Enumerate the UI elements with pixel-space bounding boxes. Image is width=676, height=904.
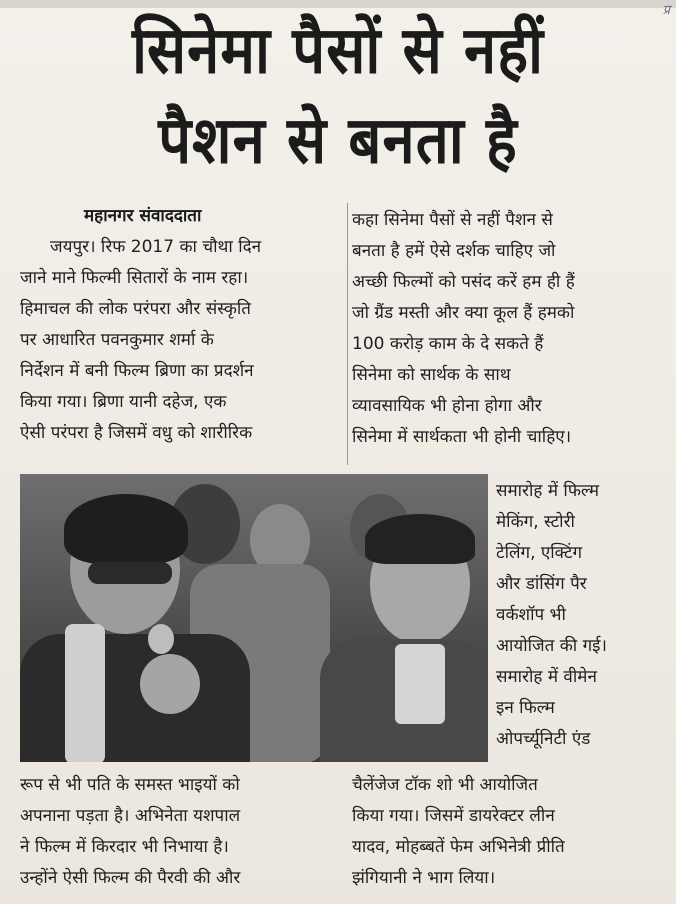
text-line: टेलिंग, एक्टिंग — [496, 543, 583, 563]
headline-line-1: सिनेमा पैसों से नहीं — [131, 11, 545, 89]
text-line: हिमाचल की लोक परंपरा और संस्कृति — [20, 299, 252, 319]
text-line: ऐसी परंपरा है जिसमें वधु को शारीरिक — [20, 423, 253, 443]
text-line: मेकिंग, स्टोरी — [496, 512, 575, 532]
left-column-top — [20, 232, 342, 449]
text-line: अपनाना पड़ता है। अभिनेता यशपाल — [20, 806, 241, 826]
text-line: निर्देशन में बनी फिल्म ब्रिणा का प्रदर्शन — [20, 361, 254, 381]
speaker-body — [20, 634, 250, 762]
text-line: रूप से भी पति के समस्त भाइयों को — [20, 775, 240, 795]
text-line: जाने माने फिल्मी सितारों के नाम रहा। — [20, 268, 249, 288]
text-line: पर आधारित पवनकुमार शर्मा के — [20, 330, 214, 350]
text-line: 100 करोड़ काम के दे सकते हैं — [352, 334, 544, 354]
speaker-hair — [64, 494, 188, 564]
text-line: यादव, मोहब्बतें फेम अभिनेत्री प्रीति — [352, 837, 565, 857]
shirt-collar — [395, 644, 445, 724]
right-column-mid — [496, 476, 670, 755]
text-line: सिनेमा में सार्थकता भी होनी चाहिए। — [352, 427, 572, 447]
text-line: समारोह में वीमेन — [496, 667, 597, 687]
text-line: किया गया। ब्रिणा यानी दहेज, एक — [20, 392, 227, 412]
text-line: बनता है हमें ऐसे दर्शक चाहिए जो — [352, 241, 556, 261]
text-line: जयपुर। रिफ 2017 का चौथा दिन — [50, 237, 262, 257]
marginal-handwritten-mark: प्र — [662, 3, 670, 18]
text-line: वर्कशॉप भी — [496, 605, 566, 625]
right-column-bottom — [352, 770, 670, 894]
text-line: ओपर्च्यूनिटी एंड — [496, 729, 591, 749]
text-line: समारोह में फिल्म — [496, 481, 600, 501]
microphone — [148, 624, 174, 654]
byline: महानगर संवाददाता — [84, 206, 202, 226]
text-line: आयोजित की गई। — [496, 636, 607, 656]
top-edge — [0, 0, 676, 8]
column-divider — [347, 203, 348, 465]
text-line: कहा सिनेमा पैसों से नहीं पैशन से — [352, 210, 553, 230]
headline-line-2: पैशन से बनता है — [158, 101, 518, 179]
left-column-bottom — [20, 770, 342, 894]
text-line: जो ग्रैंड मस्ती और क्या कूल हैं हमको — [352, 303, 575, 323]
event-photo — [20, 474, 488, 762]
text-line: अच्छी फिल्मों को पसंद करें हम ही हैं — [352, 272, 575, 292]
text-line: किया गया। जिसमें डायरेक्टर लीन — [352, 806, 555, 826]
text-line: ने फिल्म में किरदार भी निभाया है। — [20, 837, 229, 857]
sunglasses — [88, 562, 172, 584]
man-hair — [365, 514, 475, 564]
text-line: झंगियानी ने भाग लिया। — [352, 868, 496, 888]
text-line: उन्होंने ऐसी फिल्म की पैरवी की और — [20, 868, 241, 888]
text-line: व्यावसायिक भी होना होगा और — [352, 396, 542, 416]
text-line: चैलेंजेज टॉक शो भी आयोजित — [352, 775, 538, 795]
text-line: सिनेमा को सार्थक के साथ — [352, 365, 511, 385]
scarf — [65, 624, 105, 762]
hand — [140, 654, 200, 714]
text-line: इन फिल्म — [496, 698, 555, 718]
text-line: और डांसिंग पैर — [496, 574, 587, 594]
right-column-top — [352, 205, 670, 453]
